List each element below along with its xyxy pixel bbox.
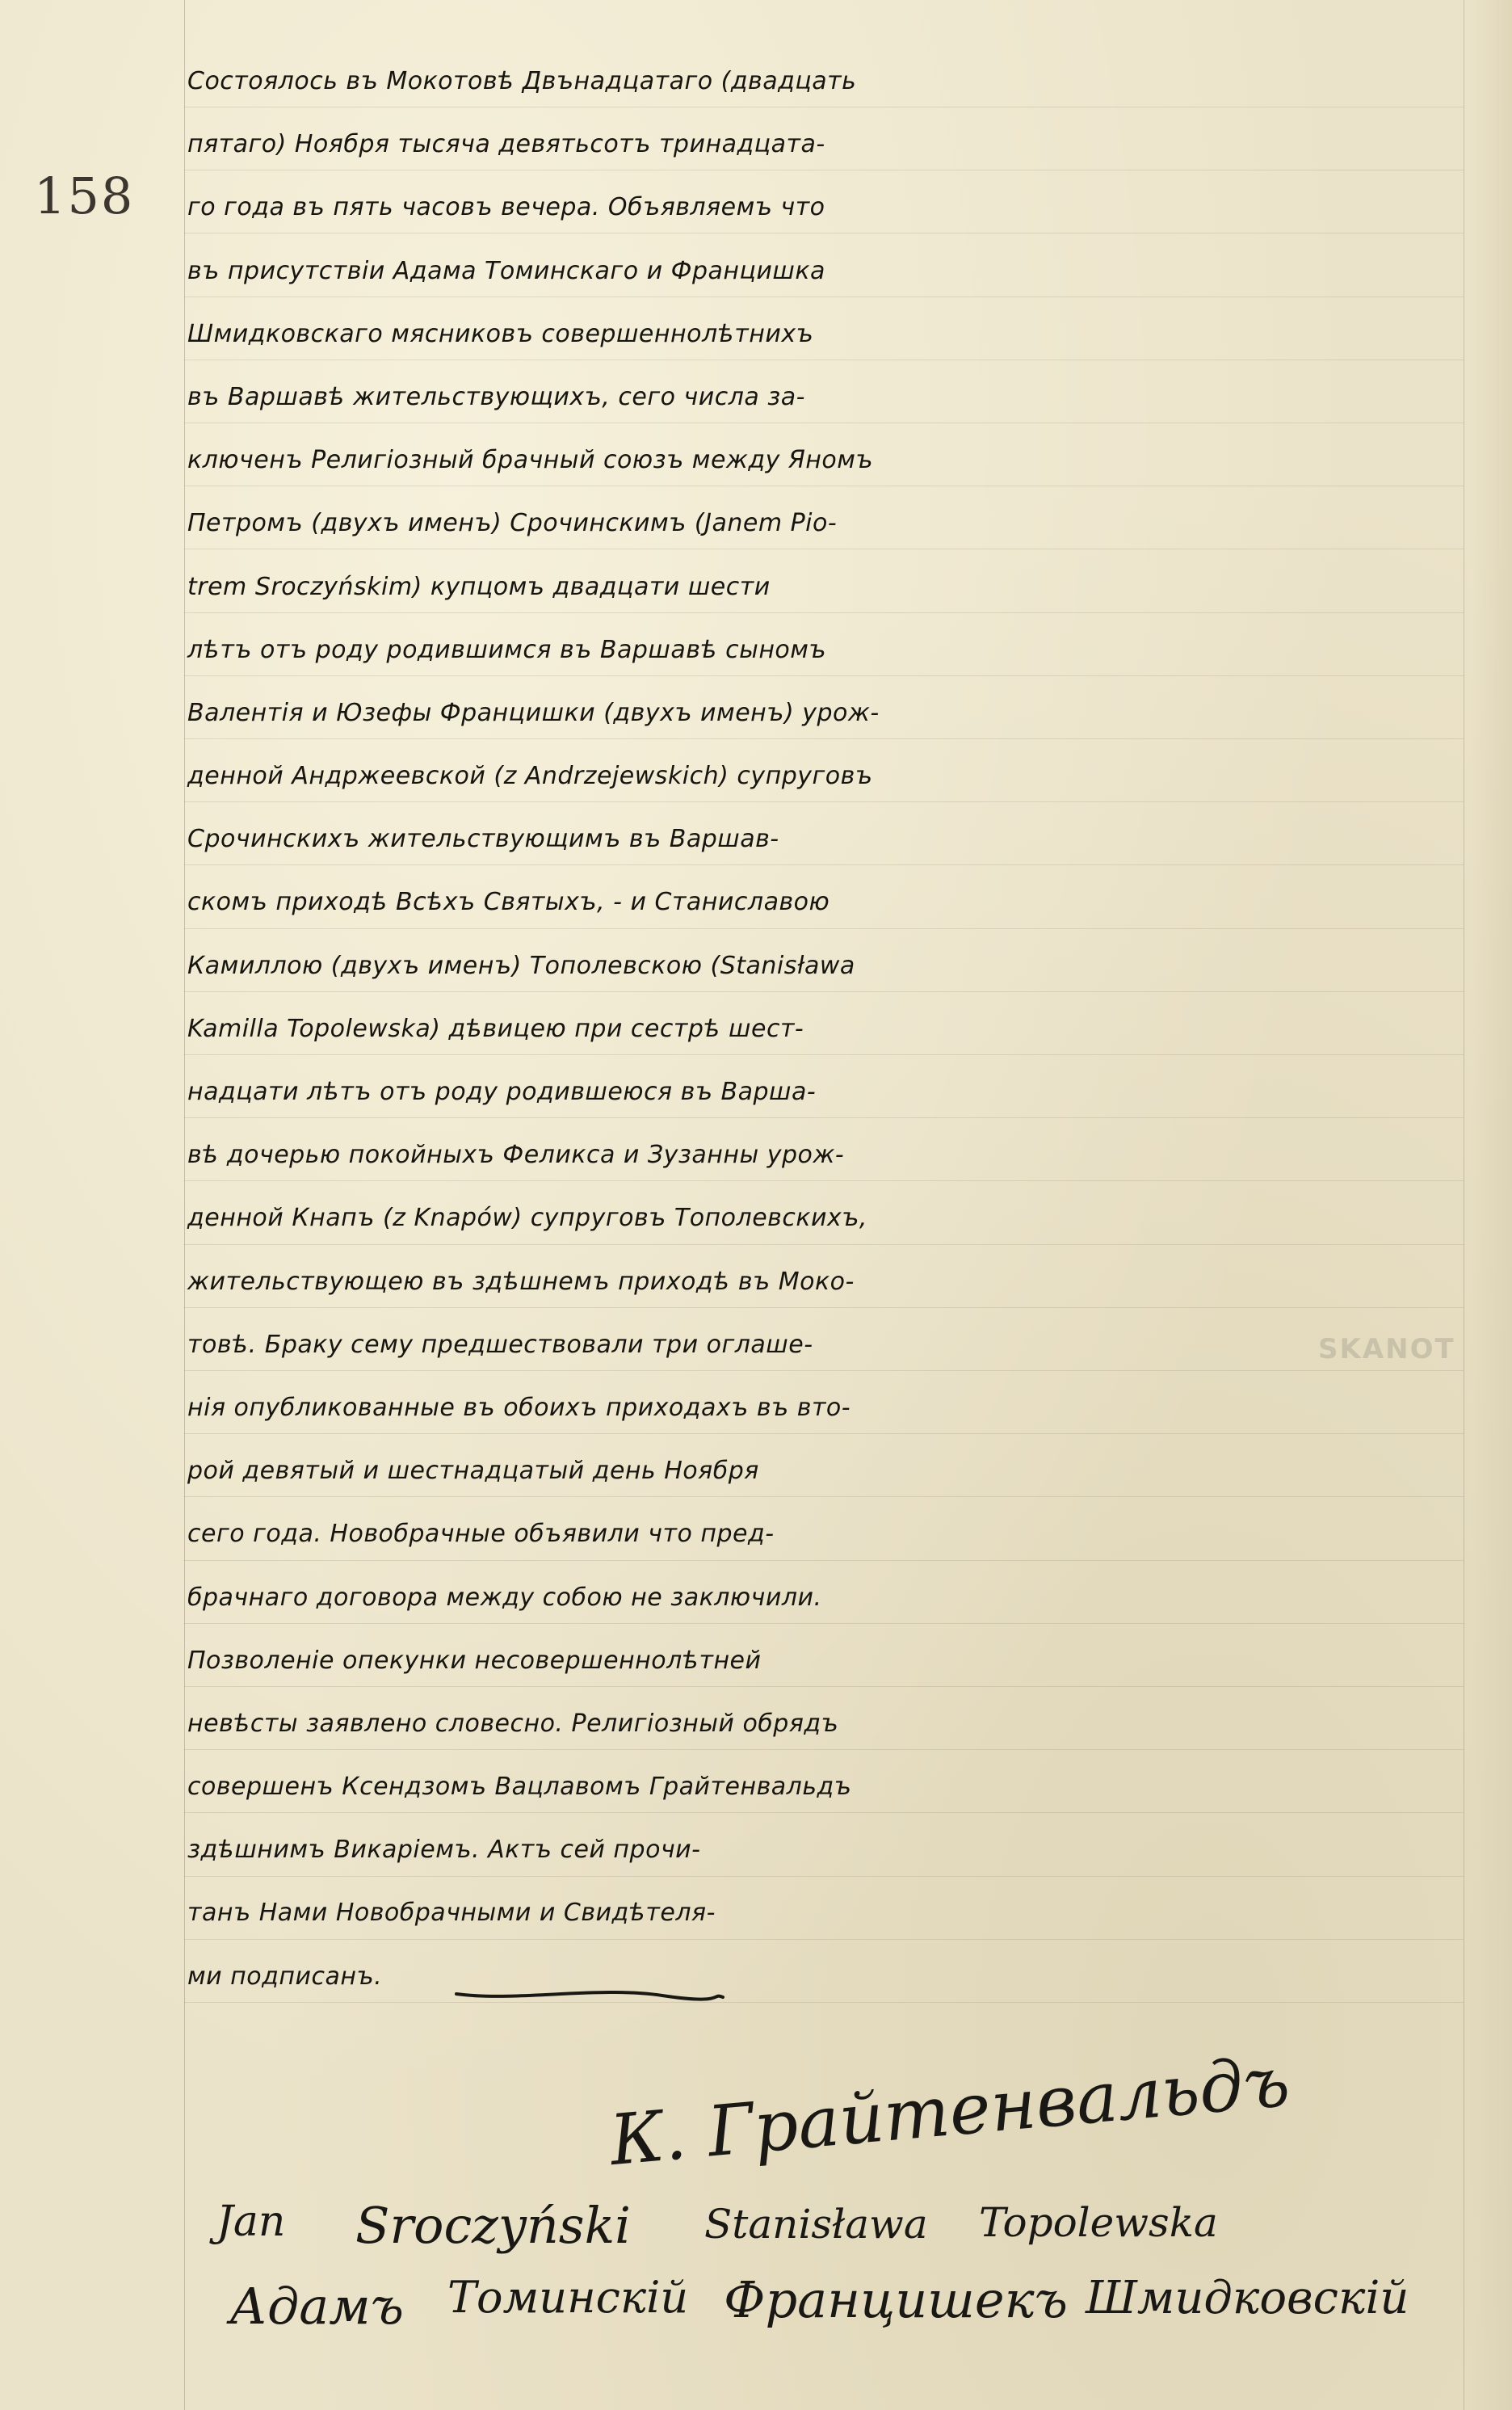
body-line: Kamilla Topolewska) дѣвицею при сестрѣ шест- [187, 1014, 804, 1043]
witness1-signature-first: Адамъ [229, 2277, 404, 2336]
ruled-guide-line [184, 738, 1464, 739]
ruled-guide-line [184, 1876, 1464, 1877]
groom-signature-first: Jan [216, 2198, 286, 2246]
ruled-guide-line [184, 1623, 1464, 1624]
ruled-guide-line [184, 1180, 1464, 1181]
body-line: надцати лѣтъ отъ роду родившеюся въ Варша- [187, 1078, 817, 1106]
ruled-guide-line [184, 2002, 1464, 2003]
body-line: Позволеніе опекунки несовершеннолѣтней [187, 1646, 762, 1675]
ruled-guide-line [184, 864, 1464, 865]
body-line: здѣшнимъ Викаріемъ. Актъ сей прочи- [187, 1836, 701, 1865]
body-line: денной Андржеевской (z Andrzejewskich) супруговъ [187, 762, 873, 791]
ruled-guide-line [184, 1939, 1464, 1940]
body-line: въ присутствіи Адама Томинскаго и Францишка [187, 256, 825, 285]
ruled-guide-line [184, 801, 1464, 802]
body-line: лѣтъ отъ роду родившимся въ Варшавѣ сыномъ [187, 635, 827, 664]
body-line: го года въ пять часовъ вечера. Объявляемъ что [187, 193, 825, 222]
body-line: пятаго) Ноября тысяча девятьсотъ тринадцата- [187, 130, 825, 159]
ruled-guide-line [184, 675, 1464, 676]
body-line: ми подписанъ. [187, 1962, 383, 1991]
body-line: совершенъ Ксендзомъ Вацлавомъ Грайтенвальдъ [187, 1773, 852, 1802]
ruled-guide-line [184, 1117, 1464, 1118]
body-line: Состоялось въ Мокотовѣ Двънадцатаго (двадцать [187, 67, 857, 95]
groom-signature-last: Sroczyński [355, 2196, 631, 2255]
body-line: танъ Нами Новобрачными и Свидѣтеля- [187, 1899, 716, 1928]
witness2-signature-first: Францишекъ [724, 2270, 1068, 2329]
body-line: рой девятый и шестнадцатый день Ноября [187, 1457, 759, 1486]
body-line: trem Sroczyńskim) купцомъ двадцати шести [187, 572, 771, 601]
ruled-guide-line [184, 1244, 1464, 1245]
ruled-guide-line [184, 928, 1464, 929]
body-line: Петромъ (двухъ именъ) Срочинскимъ (Janem Pio- [187, 509, 838, 538]
body-line: Валентія и Юзефы Францишки (двухъ именъ) урож- [187, 698, 880, 727]
ruled-guide-line [184, 1686, 1464, 1687]
body-line: ключенъ Религіозный брачный союзъ между Яномъ [187, 446, 874, 475]
body-line: брачнаго договора между собою не заключили. [187, 1583, 822, 1612]
body-line: нія опубликованные въ обоихъ приходахъ въ вто- [187, 1393, 851, 1422]
ruled-guide-line [184, 1560, 1464, 1561]
body-line: сего года. Новобрачные объявили что пред- [187, 1520, 775, 1549]
body-line: Камиллою (двухъ именъ) Тополевскою (Stanisława [187, 951, 855, 980]
witness1-signature-last: Томинскій [447, 2272, 689, 2323]
record-number: 158 [34, 166, 135, 225]
body-line: въ Варшавѣ жительствующихъ, сего числа за- [187, 382, 805, 411]
ruled-guide-line [184, 991, 1464, 992]
ruled-guide-line [184, 1433, 1464, 1434]
body-line: Срочинскихъ жительствующимъ въ Варшав- [187, 825, 779, 854]
body-line: Шмидковскаго мясниковъ совершеннолѣтнихъ [187, 319, 814, 348]
body-line: товѣ. Браку сему предшествовали три оглаше- [187, 1330, 813, 1359]
ruled-guide-line [184, 1370, 1464, 1371]
body-line: денной Кнапъ (z Knapów) супруговъ Тополевскихъ, [187, 1204, 867, 1233]
officiant-signature: К. Грайтенвальдъ [607, 2041, 1293, 2181]
ruled-guide-line [184, 1496, 1464, 1497]
ruled-guide-line [184, 612, 1464, 613]
bride-signature-last: Topolewska [979, 2199, 1218, 2246]
archive-watermark: SKANOT [1318, 1333, 1455, 1365]
body-line: жительствующею въ здѣшнемъ приходѣ въ Моко- [187, 1267, 855, 1296]
ruled-guide-line [184, 1812, 1464, 1813]
witness2-signature-last: Шмидковскій [1086, 2272, 1409, 2324]
ruled-guide-line [184, 1307, 1464, 1308]
bride-signature-first: Stanisława [704, 2201, 928, 2248]
ruled-guide-line [184, 1054, 1464, 1055]
body-line: скомъ приходѣ Всѣхъ Святыхъ, - и Станиславою [187, 888, 830, 917]
body-line: вѣ дочерью покойныхъ Феликса и Зузанны урож- [187, 1141, 845, 1170]
body-line: невѣсты заявлено словесно. Религіозный обрядъ [187, 1709, 839, 1738]
ruled-guide-line [184, 1749, 1464, 1750]
